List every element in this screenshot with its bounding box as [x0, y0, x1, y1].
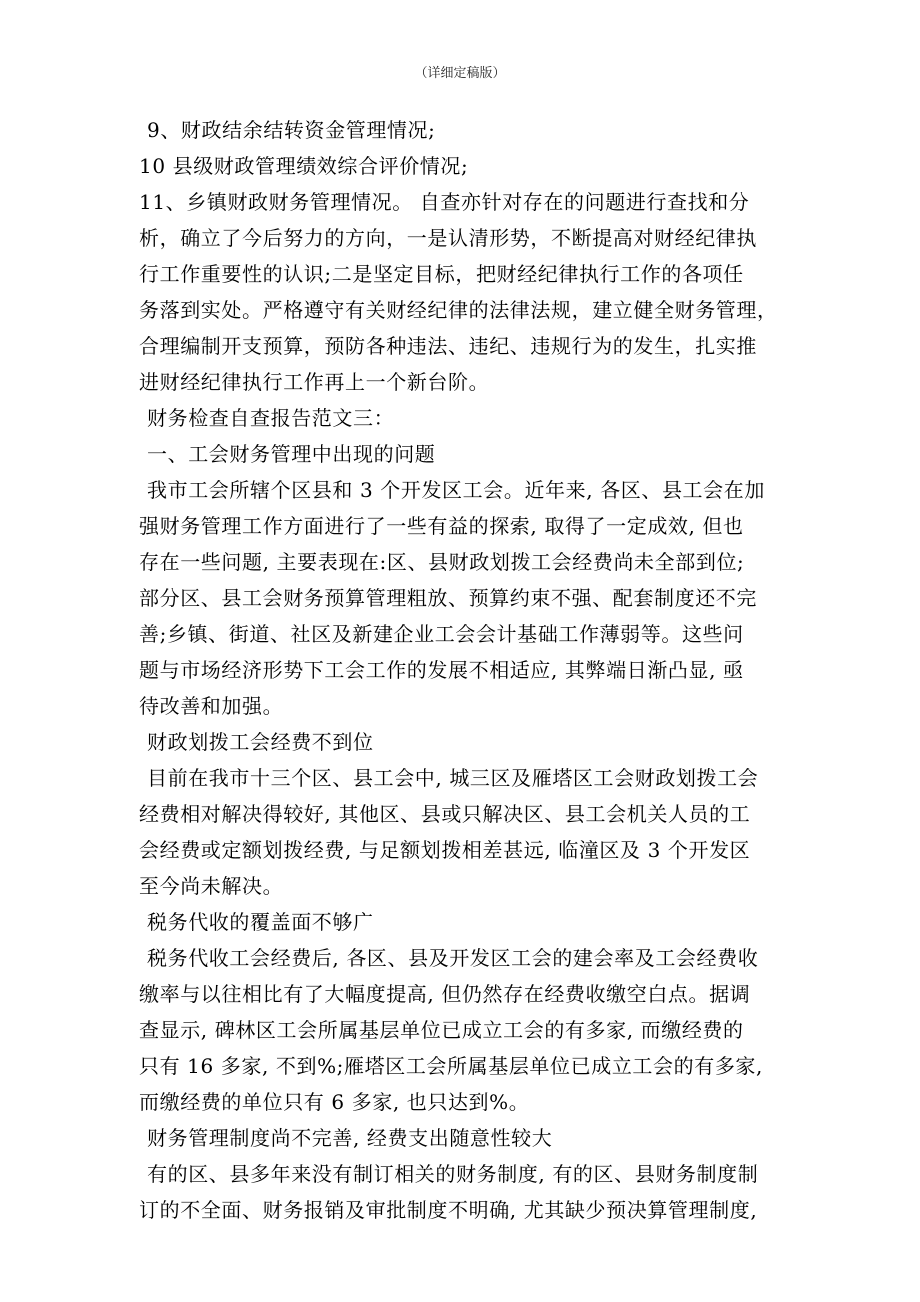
- text-line: 9、财政结余结转资金管理情况;: [147, 118, 436, 142]
- text-line: 善;乡镇、街道、社区及新建企业工会会计基础工作薄弱等。这些问: [139, 622, 744, 646]
- section-heading: 财政划拨工会经费不到位: [147, 730, 374, 754]
- text-line: 经费相对解决得较好, 其他区、县或只解决区、县工会机关人员的工: [139, 802, 751, 826]
- text-line: 务落到实处。严格遵守有关财经纪律的法律法规，建立健全财务管理，: [139, 298, 778, 322]
- text-line: 待改善和加强。: [139, 694, 284, 718]
- text-line: 10 县级财政管理绩效综合评价情况;: [139, 154, 469, 178]
- text-line: 11、乡镇财政财务管理情况。 自查亦针对存在的问题进行查找和分: [139, 190, 750, 214]
- text-line: 订的不全面、财务报销及审批制度不明确, 尤其缺少预决算管理制度,: [139, 1198, 758, 1222]
- text-line: 税务代收工会经费后, 各区、县及开发区工会的建会率及工会经费收: [147, 946, 759, 970]
- section-heading: 一、工会财务管理中出现的问题: [147, 442, 436, 466]
- text-line: 析，确立了今后努力的方向，一是认清形势，不断提高对财经纪律执: [139, 226, 757, 250]
- text-line: 至今尚未解决。: [139, 874, 284, 898]
- text-line: 部分区、县工会财务预算管理粗放、预算约束不强、配套制度还不完: [139, 586, 757, 610]
- section-heading: 税务代收的覆盖面不够广: [147, 910, 374, 934]
- text-line: 有的区、县多年来没有制订相关的财务制度, 有的区、县财务制度制: [147, 1162, 759, 1186]
- text-line: 而缴经费的单位只有 6 多家, 也只达到%。: [139, 1090, 530, 1114]
- draft-version-header: （详细定稿版）: [414, 66, 506, 81]
- text-line: 目前在我市十三个区、县工会中, 城三区及雁塔区工会财政划拨工会: [147, 766, 759, 790]
- text-line: 强财务管理工作方面进行了一些有益的探索, 取得了一定成效, 但也: [139, 514, 744, 538]
- text-line: 行工作重要性的认识;二是坚定目标，把财经纪律执行工作的各项任: [139, 262, 744, 286]
- section-heading: 财务管理制度尚不完善, 经费支出随意性较大: [147, 1126, 553, 1150]
- text-line: 缴率与以往相比有了大幅度提高, 但仍然存在经费收缴空白点。据调: [139, 982, 751, 1006]
- text-line: 我市工会所辖个区县和 3 个开发区工会。近年来, 各区、县工会在加: [147, 478, 765, 502]
- text-line: 存在一些问题, 主要表现在:区、县财政划拨工会经费尚未全部到位;: [139, 550, 745, 574]
- section-heading: 财务检查自查报告范文三：: [147, 406, 395, 430]
- text-line: 只有 16 多家, 不到%;雁塔区工会所属基层单位已成立工会的有多家,: [139, 1054, 763, 1078]
- document-body: [139, 112, 789, 1228]
- text-line: 合理编制开支预算，预防各种违法、违纪、违规行为的发生，扎实推: [139, 334, 757, 358]
- text-line: 题与市场经济形势下工会工作的发展不相适应, 其弊端日渐凸显, 亟: [139, 658, 744, 682]
- text-line: 进财经纪律执行工作再上一个新台阶。: [139, 370, 490, 394]
- text-line: 查显示, 碑林区工会所属基层单位已成立工会的有多家, 而缴经费的: [139, 1018, 744, 1042]
- text-line: 会经费或定额划拨经费, 与足额划拨相差甚远, 临潼区及 3 个开发区: [139, 838, 751, 862]
